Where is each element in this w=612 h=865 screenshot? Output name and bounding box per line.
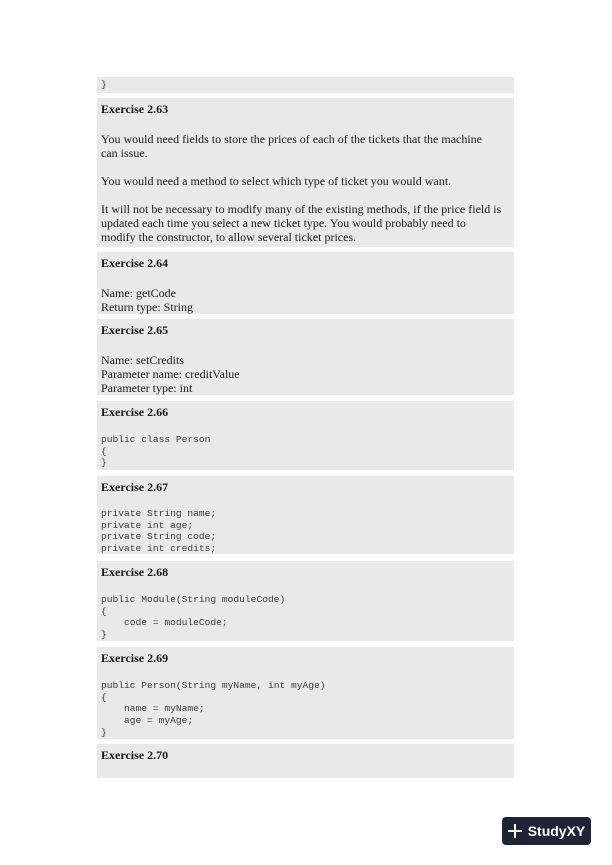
code-line: code = moduleCode; bbox=[101, 617, 228, 629]
code-line: private String code; bbox=[101, 531, 217, 543]
exercise-2-68 bbox=[97, 561, 514, 641]
studyxy-logo-badge[interactable] bbox=[502, 817, 591, 845]
paragraph-line: Name: setCredits bbox=[101, 353, 184, 367]
code-line: { bbox=[101, 691, 107, 703]
exercise-title: Exercise 2.63 bbox=[101, 102, 169, 116]
exercise-2-66 bbox=[97, 401, 514, 470]
exercise-title: Exercise 2.69 bbox=[101, 651, 169, 665]
logo-text: StudyXY bbox=[527, 823, 586, 839]
paragraph-line: updated each time you select a new ticket type. You would probably need to bbox=[101, 216, 466, 230]
code-line: } bbox=[101, 629, 107, 641]
code-line: age = myAge; bbox=[101, 715, 194, 727]
paragraph-line: Name: getCode bbox=[101, 286, 176, 300]
code-line: public Person(String myName, int myAge) bbox=[101, 680, 326, 691]
exercise-title: Exercise 2.64 bbox=[101, 256, 169, 270]
exercise-title: Exercise 2.70 bbox=[101, 748, 169, 762]
paragraph-line: modify the constructor, to allow several ticket prices. bbox=[101, 230, 357, 244]
exercise-title: Exercise 2.65 bbox=[101, 323, 169, 337]
code-line: } bbox=[101, 726, 107, 738]
exercise-2-64 bbox=[97, 252, 514, 314]
code-line: private String name; bbox=[101, 508, 217, 519]
paragraph-line: Parameter name: creditValue bbox=[101, 367, 240, 381]
exercise-2-63 bbox=[97, 98, 514, 247]
paragraph-line: can issue. bbox=[101, 146, 148, 160]
code-fragment-block bbox=[97, 77, 514, 93]
plus-icon bbox=[508, 824, 522, 838]
code-line: public Module(String moduleCode) bbox=[101, 594, 286, 605]
exercise-title: Exercise 2.66 bbox=[101, 405, 169, 419]
exercise-2-70 bbox=[97, 744, 514, 778]
exercise-title: Exercise 2.67 bbox=[101, 480, 169, 494]
paragraph-line: Return type: String bbox=[101, 300, 193, 314]
code-line: } bbox=[101, 79, 107, 90]
paragraph-line: It will not be necessary to modify many of the existing methods, if the price field is bbox=[101, 202, 502, 216]
exercise-2-65 bbox=[97, 319, 514, 395]
exercise-2-69 bbox=[97, 647, 514, 739]
paragraph-line: Parameter type: int bbox=[101, 381, 193, 395]
code-line: public class Person bbox=[101, 434, 211, 445]
paragraph-line: You would need a method to select which type of ticket you would want. bbox=[101, 174, 452, 188]
code-line: { bbox=[101, 605, 107, 617]
code-line: name = myName; bbox=[101, 703, 205, 715]
code-line: private int age; bbox=[101, 519, 194, 531]
exercise-2-67 bbox=[97, 476, 514, 554]
exercise-title: Exercise 2.68 bbox=[101, 565, 169, 579]
code-line: } bbox=[101, 457, 107, 469]
code-line: private int credits; bbox=[101, 543, 217, 555]
paragraph-line: You would need fields to store the prices of each of the tickets that the machine bbox=[101, 132, 483, 146]
code-line: { bbox=[101, 445, 107, 457]
